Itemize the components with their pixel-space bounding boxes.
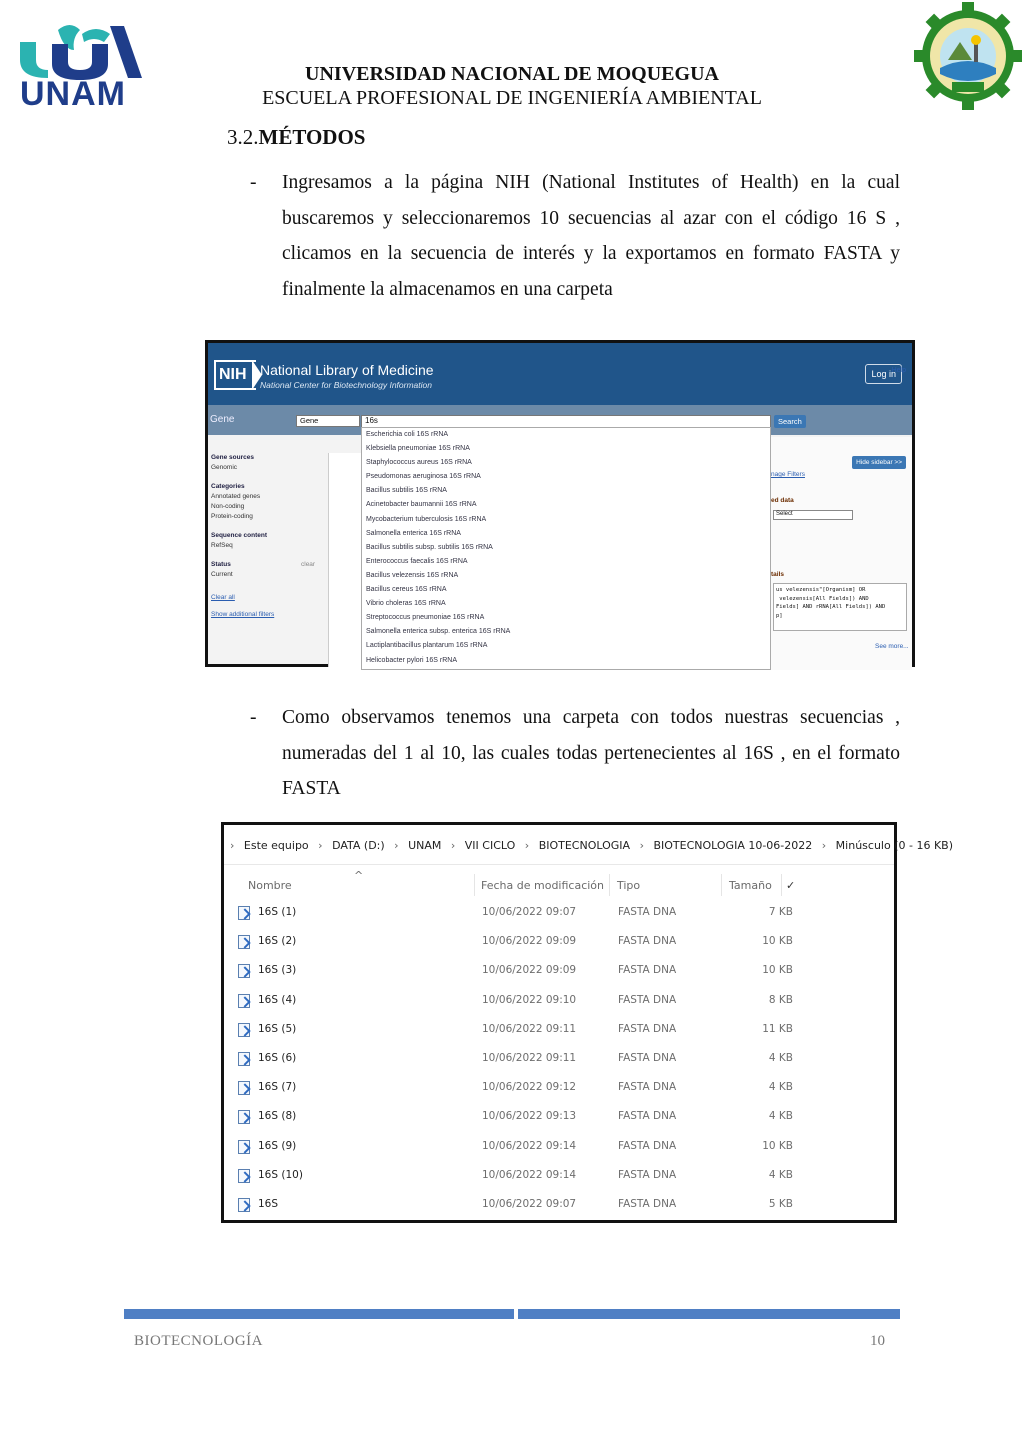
file-type: FASTA DNA xyxy=(618,964,677,977)
filter-protein[interactable]: Protein-coding xyxy=(211,513,253,520)
nih-badge: NIH xyxy=(214,360,256,390)
fasta-file-icon xyxy=(238,1140,250,1154)
file-explorer-screenshot xyxy=(221,822,953,1223)
suggestion-item[interactable]: Bacillus subtilis 16S rRNA xyxy=(366,487,447,495)
table-row[interactable] xyxy=(238,988,838,1017)
file-size: 8 KB xyxy=(768,993,793,1006)
suggestion-item[interactable]: Staphylococcus aureus 16S rRNA xyxy=(366,459,472,467)
file-date: 10/06/2022 09:07 xyxy=(482,1198,577,1210)
autocomplete-dropdown xyxy=(361,427,771,670)
table-row[interactable] xyxy=(238,1017,838,1046)
file-type: FASTA DNA xyxy=(618,1081,677,1094)
chevron-right-icon: › xyxy=(524,839,530,852)
help-link[interactable]: Help xyxy=(891,367,906,374)
related-data-heading: ed data xyxy=(771,497,794,504)
file-name: 16S (2) xyxy=(258,935,297,948)
table-row[interactable] xyxy=(238,1046,838,1075)
paragraph-1 xyxy=(250,165,900,307)
page-number: 10 xyxy=(870,1333,885,1349)
bullet-dash: - xyxy=(250,172,257,193)
file-date: 10/06/2022 09:11 xyxy=(482,1052,577,1064)
file-name: 16S (7) xyxy=(258,1081,297,1094)
file-name: 16S (3) xyxy=(258,964,297,977)
chevron-right-icon: › xyxy=(230,839,235,852)
file-name: 16S (8) xyxy=(258,1110,297,1123)
file-name: 16S (5) xyxy=(258,1022,297,1035)
column-header-type[interactable]: Tipo xyxy=(617,879,641,892)
footer-course: BIOTECNOLOGÍA xyxy=(134,1333,263,1349)
file-name: 16S (6) xyxy=(258,1052,297,1064)
school-name: ESCUELA PROFESIONAL DE INGENIERÍA AMBIENTAL xyxy=(262,87,762,109)
file-size: 4 KB xyxy=(768,1081,793,1094)
footer-divider xyxy=(124,1309,900,1319)
suggestion-item[interactable]: Bacillus velezensis 16S rRNA xyxy=(366,571,459,579)
column-header-date[interactable]: Fecha de modificación xyxy=(481,879,605,892)
suggestion-item[interactable]: Klebsiella pneumoniae 16S rRNA xyxy=(366,445,470,453)
filter-noncoding[interactable]: Non-coding xyxy=(211,503,245,510)
column-divider xyxy=(609,874,610,896)
file-type: FASTA DNA xyxy=(618,1198,677,1210)
filter-status: Status xyxy=(211,561,231,568)
breadcrumb-item[interactable]: Este equipo xyxy=(243,839,309,852)
suggestion-item[interactable]: Helicobacter pylori 16S rRNA xyxy=(366,656,458,664)
file-type: FASTA DNA xyxy=(618,993,677,1006)
section-number: 3.2. xyxy=(227,125,259,149)
see-more-link[interactable]: See more... xyxy=(875,643,909,650)
filter-gene-sources: Gene sources xyxy=(211,454,254,461)
paragraph-text: Como observamos tenemos una carpeta con todos nuestras secuencias , numeradas del 1 al 10, las cuales todas pertenecientes al 16S , en el formato FASTA xyxy=(282,707,900,799)
check-icon[interactable]: ✓ xyxy=(786,879,796,892)
suggestion-item[interactable]: Lactiplantibacillus plantarum 16S rRNA xyxy=(366,642,488,650)
filter-annotated[interactable]: Annotated genes xyxy=(211,493,261,500)
breadcrumb-item[interactable]: Minúsculo (0 - 16 KB) xyxy=(835,839,953,852)
filter-clear[interactable]: clear xyxy=(301,561,316,568)
file-size: 10 KB xyxy=(762,1139,793,1152)
file-size: 11 KB xyxy=(762,1022,793,1035)
suggestion-item[interactable]: Bacillus cereus 16S rRNA xyxy=(366,586,447,594)
manage-filters-link[interactable]: nage Filters xyxy=(771,471,805,478)
file-size: 5 KB xyxy=(768,1198,793,1210)
nih-subtitle: National Center for Biotechnology Information xyxy=(260,380,432,390)
file-date: 10/06/2022 09:14 xyxy=(482,1168,577,1181)
unam-logo-text: UNAM xyxy=(20,75,126,113)
breadcrumb-item[interactable]: BIOTECNOLOGIA 10-06-2022 xyxy=(653,839,813,852)
table-row[interactable] xyxy=(238,900,838,929)
suggestion-item[interactable]: Vibrio choleras 16S rRNA xyxy=(366,600,446,608)
chevron-right-icon: › xyxy=(821,839,827,852)
filter-refseq[interactable]: RefSeq xyxy=(211,542,233,549)
filter-seq-content: Sequence content xyxy=(211,532,267,539)
file-name: 16S (9) xyxy=(258,1139,297,1152)
file-date: 10/06/2022 09:12 xyxy=(482,1081,577,1094)
suggestion-item[interactable]: Salmonella enterica 16S rRNA xyxy=(366,529,461,537)
file-type: FASTA DNA xyxy=(618,1052,677,1064)
clear-all-link[interactable]: Clear all xyxy=(211,594,235,601)
filter-genomic[interactable]: Genomic xyxy=(211,464,238,471)
file-name: 16S (1) xyxy=(258,906,297,918)
file-name: 16S xyxy=(258,1198,279,1210)
file-type: FASTA DNA xyxy=(618,1139,677,1152)
file-size: 4 KB xyxy=(768,1052,793,1064)
file-date: 10/06/2022 09:11 xyxy=(482,1022,577,1035)
file-size: 4 KB xyxy=(768,1168,793,1181)
suggestion-item[interactable]: Acinetobacter baumannii 16S rRNA xyxy=(366,501,477,509)
suggestion-item[interactable]: Pseudomonas aeruginosa 16S rRNA xyxy=(366,473,481,481)
section-title: MÉTODOS xyxy=(258,125,366,149)
column-divider xyxy=(781,874,782,896)
section-heading xyxy=(227,125,365,150)
breadcrumb-item[interactable]: VII CICLO xyxy=(464,839,516,852)
table-row[interactable] xyxy=(238,1075,838,1104)
file-date: 10/06/2022 09:14 xyxy=(482,1139,577,1152)
file-size: 10 KB xyxy=(762,964,793,977)
fasta-file-icon xyxy=(238,1023,250,1037)
suggestion-item[interactable]: Streptococcus pneumoniae 16S rRNA xyxy=(366,614,485,622)
fasta-file-icon xyxy=(238,935,250,949)
nih-screenshot xyxy=(205,340,915,667)
file-type: FASTA DNA xyxy=(618,906,677,918)
table-row[interactable] xyxy=(238,929,838,958)
file-name: 16S (4) xyxy=(258,993,297,1006)
suggestion-item[interactable]: Bacillus subtilis subsp. subtilis 16S rRNA xyxy=(366,543,493,551)
table-row[interactable] xyxy=(238,1104,838,1133)
suggestion-item[interactable]: Escherichia coli 16S rRNA xyxy=(366,431,449,438)
bullet-dash: - xyxy=(250,707,257,728)
suggestion-item[interactable]: Salmonella enterica subsp. enterica 16S rRNA xyxy=(366,628,511,636)
chevron-right-icon: › xyxy=(639,839,644,852)
breadcrumb xyxy=(224,825,953,865)
file-size: 10 KB xyxy=(762,935,793,948)
fasta-file-icon xyxy=(238,1081,250,1095)
column-divider xyxy=(721,874,722,896)
column-header-size[interactable]: Tamaño xyxy=(729,879,772,892)
nih-title: National Library of Medicine xyxy=(260,362,434,378)
fasta-file-icon xyxy=(238,994,250,1008)
paragraph-2 xyxy=(250,700,900,807)
breadcrumb-item[interactable]: BIOTECNOLOGIA xyxy=(538,839,631,852)
chevron-right-icon: › xyxy=(318,839,323,852)
university-name: UNIVERSIDAD NACIONAL DE MOQUEGUA xyxy=(305,63,719,85)
search-input[interactable]: 16s xyxy=(361,415,771,428)
database-select[interactable]: Gene xyxy=(296,415,360,427)
table-row[interactable] xyxy=(238,1192,838,1221)
file-size: 7 KB xyxy=(768,906,793,918)
search-details-box[interactable]: us velezensis"[Organism] OR velezensis[All Fields]) AND Fields] AND rRNA[All Fields]) AND p] xyxy=(773,583,907,631)
table-row[interactable] xyxy=(238,1134,838,1163)
fasta-file-icon xyxy=(238,1198,250,1212)
fasta-file-icon xyxy=(238,1110,250,1124)
hide-sidebar-button[interactable]: Hide sidebar >> xyxy=(852,456,906,469)
fasta-file-icon xyxy=(238,1169,250,1183)
search-details-heading: tails xyxy=(771,571,785,578)
breadcrumb-item[interactable]: UNAM xyxy=(408,839,442,852)
file-date: 10/06/2022 09:09 xyxy=(482,964,577,977)
suggestion-item[interactable]: Mycobacterium tuberculosis 16S rRNA xyxy=(366,515,487,523)
search-button[interactable]: Search xyxy=(774,415,806,428)
table-row[interactable] xyxy=(238,958,838,987)
breadcrumb-item[interactable]: DATA (D:) xyxy=(332,839,385,852)
file-type: FASTA DNA xyxy=(618,1168,677,1181)
file-type: FASTA DNA xyxy=(618,1022,677,1035)
nih-header xyxy=(208,343,912,405)
suggestion-item[interactable]: Enterococcus faecalis 16S rRNA xyxy=(366,557,468,565)
file-date: 10/06/2022 09:09 xyxy=(482,935,577,948)
filter-categories: Categories xyxy=(211,483,245,490)
file-date: 10/06/2022 09:10 xyxy=(482,993,577,1006)
file-date: 10/06/2022 09:13 xyxy=(482,1110,577,1123)
file-name: 16S (10) xyxy=(258,1168,303,1181)
file-type: FASTA DNA xyxy=(618,1110,677,1123)
results-column xyxy=(328,453,362,667)
column-divider xyxy=(474,874,475,896)
file-type: FASTA DNA xyxy=(618,935,677,948)
fasta-file-icon xyxy=(238,1052,250,1066)
fasta-file-icon xyxy=(238,906,250,920)
chevron-right-icon: › xyxy=(394,839,399,852)
filter-current[interactable]: Current xyxy=(211,571,233,578)
show-filters-link[interactable]: Show additional filters xyxy=(211,611,275,618)
sort-up-icon: ^ xyxy=(354,869,364,882)
related-data-select[interactable]: Select xyxy=(773,510,853,520)
file-size: 4 KB xyxy=(768,1110,793,1123)
database-label: Gene xyxy=(210,414,235,425)
table-row[interactable] xyxy=(238,1163,838,1192)
file-date: 10/06/2022 09:07 xyxy=(482,906,577,918)
paragraph-text: Ingresamos a la página NIH (National Institutes of Health) en la cual buscaremos y seleccionaremos 10 secuencias al azar con el código 16 S , clicamos en la secuencia de interés y la exportamos en formato FASTA y finalmente la almacenamos en una carpeta xyxy=(282,172,900,300)
fasta-file-icon xyxy=(238,964,250,978)
login-button[interactable]: Log in xyxy=(865,364,902,384)
column-header-name[interactable]: Nombre xyxy=(248,879,292,892)
chevron-right-icon: › xyxy=(450,839,456,852)
